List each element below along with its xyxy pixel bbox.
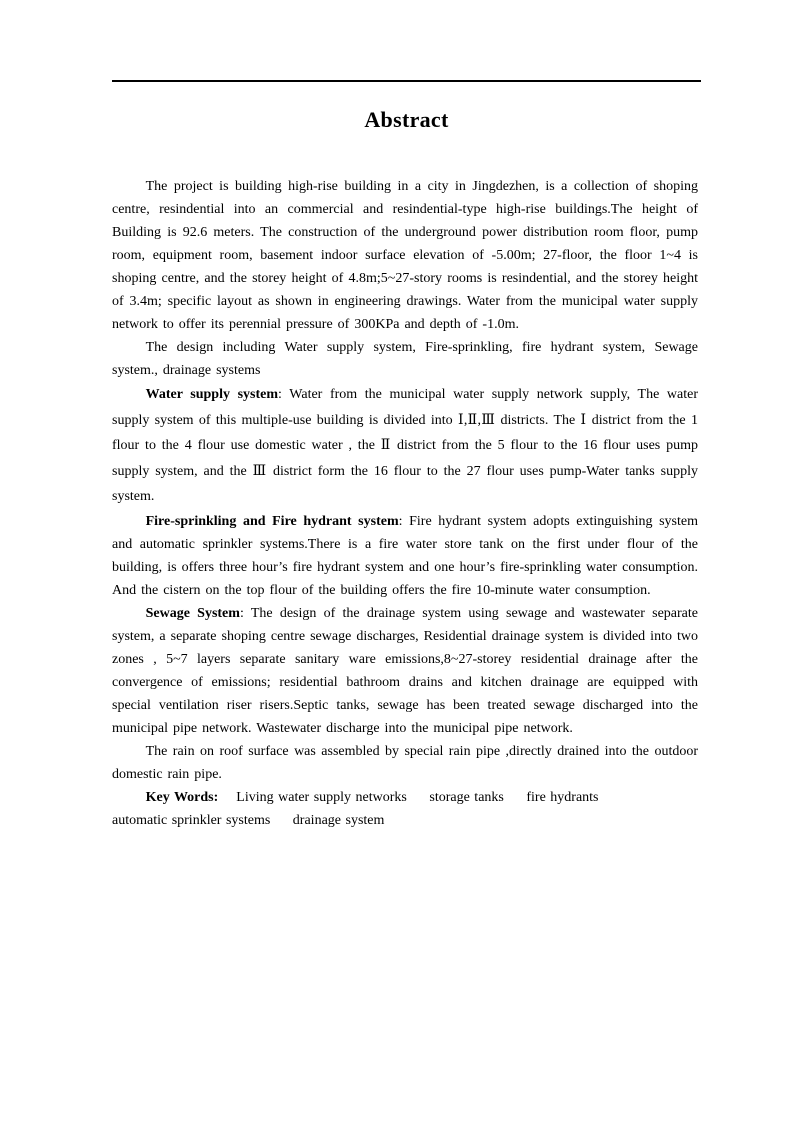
abstract-body xyxy=(112,175,698,832)
page-title: Abstract xyxy=(364,107,449,132)
sewage-text: : The design of the drainage system using sewage and wastewater separate system, a separate shoping centre sewage discharges, Residential drainage system is divided into two zones , 5~7 layers separate sanitary ware emissions,8~27-storey residential drainage after the convergence of emissions; residential bathroom drains and kitchen drainage are equipped with special ventilation riser risers.Septic tanks, sewage has been treated sewage discharged into the municipal pipe network. Wastewater discharge into the municipal pipe network. xyxy=(112,605,698,736)
fire-paragraph xyxy=(112,510,698,602)
water-supply-paragraph xyxy=(112,382,698,510)
intro-paragraph: The project is building high-rise building in a city in Jingdezhen, is a collection of shoping centre, resindential into an commercial and resindential-type high-rise buildings.The height of Building is 92.6 meters. The construction of the underground power distribution room floor, pump room, equipment room, basement indoor surface elevation of -5.00m; 27-floor, the floor 1~4 is shoping centre, and the storey height of 4.8m;5~27-story rooms is resindential, and the storey height of 3.4m; specific layout as shown in engineering drawings. Water from the municipal water supply network to offer its perennial pressure of 300KPa and depth of -1.0m. xyxy=(112,179,698,332)
keywords-line-2: automatic sprinkler systems drainage system xyxy=(112,812,385,828)
rain-paragraph: The rain on roof surface was assembled by special rain pipe ,directly drained into the outdoor domestic rain pipe. xyxy=(112,743,698,782)
header-rule xyxy=(112,80,701,82)
sewage-heading: Sewage System xyxy=(145,605,240,621)
keywords-text-1: Living water supply networks storage tanks fire hydrants xyxy=(236,789,599,805)
water-supply-text: : Water from the municipal water supply network supply, The water supply system of this multiple-use building is divided into Ⅰ,Ⅱ,Ⅲ districts. The Ⅰ district from the 1 flour to the 4 flour use domestic water , the Ⅱ district from the 5 flour to the 16 flour uses pump supply system, and the Ⅲ district form the 16 flour to the 27 flour uses pump-Water tanks supply system. xyxy=(112,387,698,504)
fire-text: : Fire hydrant system adopts extinguishing system and automatic sprinkler systems.There is a fire water store tank on the first under flour of the building, is offers three hour’s fire hydrant system and one hour’s fire-sprinkling water consumption. And the cistern on the top flour of the building offers the fire 10-minute water consumption. xyxy=(112,513,698,598)
sewage-paragraph xyxy=(112,602,698,740)
fire-heading: Fire-sprinkling and Fire hydrant system xyxy=(145,513,399,529)
keywords-label: Key Words: xyxy=(145,789,219,805)
keywords-line-1 xyxy=(112,786,698,809)
water-supply-heading: Water supply system xyxy=(145,387,279,402)
design-paragraph: The design including Water supply system, Fire-sprinkling, fire hydrant system, Sewage system., drainage systems xyxy=(112,340,698,378)
